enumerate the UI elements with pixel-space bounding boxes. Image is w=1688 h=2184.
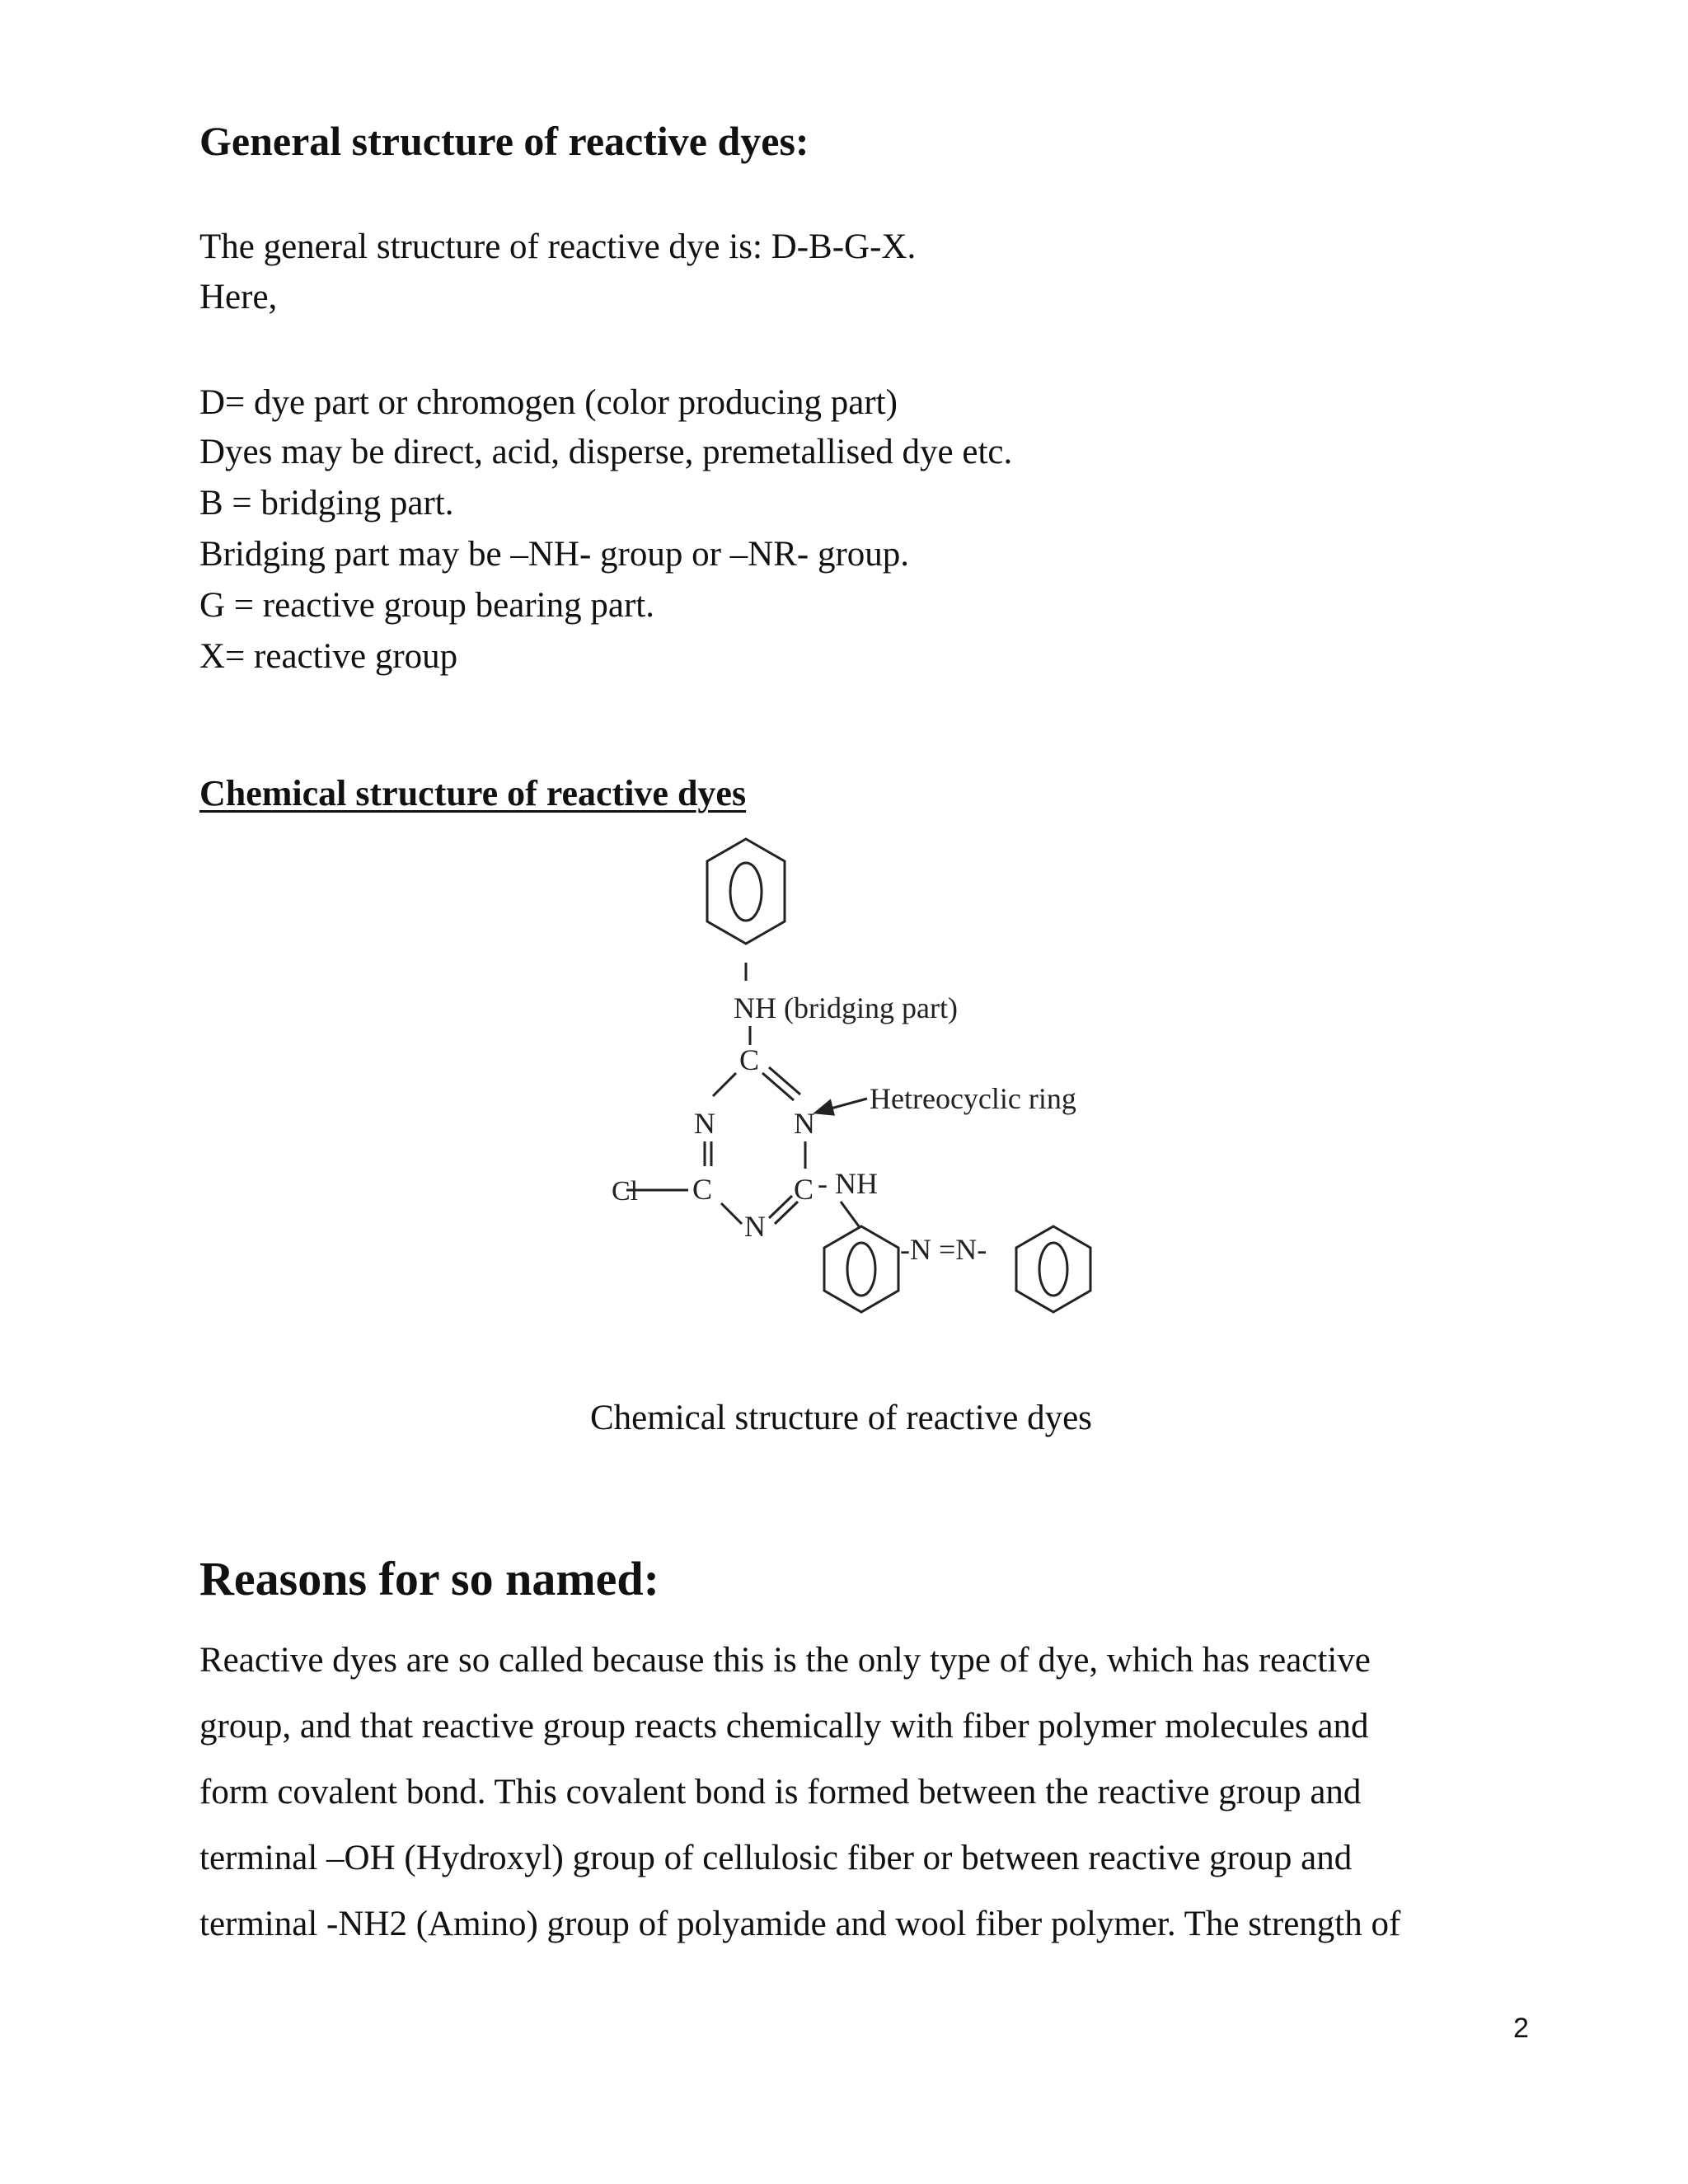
- bond-c-n-bottom: [721, 1203, 742, 1224]
- bond-c-n-left: [713, 1073, 736, 1096]
- benzene-ring-top: [707, 839, 785, 944]
- label-azo-group: -N =N-: [900, 1233, 987, 1266]
- benzene-ring-bottom-right-inner: [1039, 1243, 1067, 1296]
- here-line: Here,: [199, 278, 278, 316]
- benzene-ring-top-inner: [730, 863, 762, 921]
- reasons-line: terminal –OH (Hydroxyl) group of cellulosic fiber or between reactive group and: [199, 1839, 1353, 1877]
- bond-nh-benzene: [841, 1202, 859, 1226]
- intro-line: The general structure of reactive dye is: D-B-G-X.: [199, 227, 917, 266]
- reasons-line: form covalent bond. This covalent bond is formed between the reactive group and: [199, 1773, 1362, 1811]
- label-n-right: N: [794, 1107, 815, 1140]
- bond-c-n-right-1: [762, 1073, 794, 1100]
- heading-general-structure: General structure of reactive dyes:: [199, 118, 809, 164]
- benzene-ring-bottom-left: [824, 1226, 898, 1312]
- label-nh-bridging: NH (bridging part): [734, 991, 958, 1024]
- page-number: 2: [1513, 2013, 1529, 2044]
- label-c-top: C: [739, 1043, 760, 1076]
- subheading-chemical-structure: Chemical structure of reactive dyes: [199, 773, 747, 813]
- reasons-line: group, and that reactive group reacts chemically with fiber polymer molecules and: [199, 1707, 1369, 1746]
- bond-n-c-bottom-2: [769, 1196, 792, 1218]
- label-heterocyclic-ring: Hetreocyclic ring: [870, 1082, 1076, 1115]
- label-n-left: N: [694, 1107, 715, 1140]
- arrow-heterocyclic-head: [816, 1101, 833, 1114]
- label-c-left: C: [692, 1173, 713, 1206]
- reasons-line: Reactive dyes are so called because this is the only type of dye, which has reactive: [199, 1641, 1371, 1680]
- definition-g: G = reactive group bearing part.: [199, 586, 654, 625]
- definition-bridging: Bridging part may be –NH- group or –NR- group.: [199, 535, 910, 574]
- label-n-bottom: N: [744, 1210, 766, 1243]
- figure-caption: Chemical structure of reactive dyes: [590, 1399, 1092, 1437]
- definition-x: X= reactive group: [199, 637, 458, 676]
- bond-c-n-right-2: [769, 1067, 800, 1094]
- definition-d: D= dye part or chromogen (color producing part): [199, 383, 898, 422]
- benzene-ring-bottom-left-inner: [847, 1243, 875, 1296]
- reasons-paragraph: [199, 1628, 1535, 1957]
- benzene-ring-bottom-right: [1016, 1226, 1090, 1312]
- definition-dyes-types: Dyes may be direct, acid, disperse, premetallised dye etc.: [199, 433, 1013, 471]
- chemical-structure-diagram: [577, 824, 1137, 1360]
- heading-reasons: Reasons for so named:: [199, 1552, 659, 1605]
- label-nh-right: - NH: [818, 1167, 878, 1200]
- definition-b: B = bridging part.: [199, 484, 454, 523]
- label-c-right: C: [794, 1173, 814, 1206]
- reasons-line: terminal -NH2 (Amino) group of polyamide and wool fiber polymer. The strength of: [199, 1905, 1401, 1943]
- label-cl: Cl: [612, 1176, 639, 1207]
